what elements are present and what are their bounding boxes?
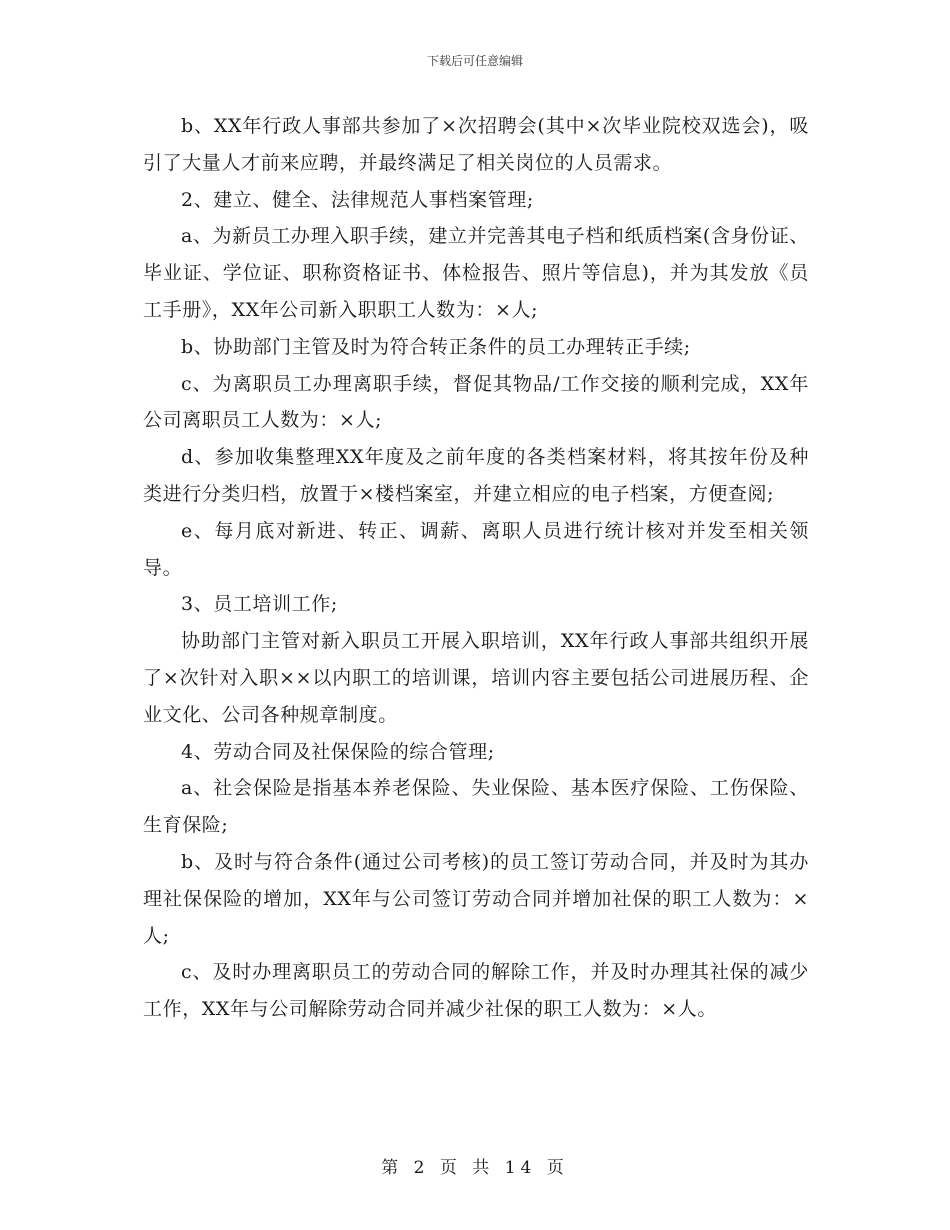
paragraph-monthly-statistics: e、每月底对新进、转正、调薪、离职人员进行统计核对并发至相关领导。: [143, 519, 809, 579]
paragraph-resignation-process: c、为离职员工办理离职手续，督促其物品/工作交接的顺利完成，XX年公司离职员工人数为：×人;: [143, 372, 809, 432]
paragraph-recruitment-fairs: b、XX年行政人事部共参加了×次招聘会(其中×次毕业院校双选会)，吸引了大量人才前来应聘，并最终满足了相关岗位的人员需求。: [143, 115, 809, 174]
paragraph-onboarding-training: 协助部门主管对新入职员工开展入职培训，XX年行政人事部共组织开展了×次针对入职××以内职工的培训课，培训内容主要包括公司进展历程、企业文化、公司各种规章制度。: [143, 630, 809, 726]
paragraph-contract-termination: c、及时办理离职员工的劳动合同的解除工作，并及时办理其社保的减少工作，XX年与公司解除劳动合同并减少社保的职工人数为：×人。: [143, 961, 809, 1021]
page-number-footer: 第 2 页 共 14 页: [381, 1158, 569, 1178]
paragraph-new-employee-onboarding: a、为新员工办理入职手续，建立并完善其电子档和纸质档案(含身份证、毕业证、学位证、职称资格证书、体检报告、照片等信息)，并为其发放《员工手册》，XX年公司新入职职工人数为：×人;: [143, 225, 809, 321]
page-header: 下载后可任意编辑: [426, 54, 523, 68]
paragraph-contract-signing: b、及时与符合条件(通过公司考核)的员工签订劳动合同，并及时为其办理社保保险的增加，XX年与公司签订劳动合同并增加社保的职工人数为：×人;: [143, 850, 809, 947]
paragraph-section-3-heading: 3、员工培训工作;: [181, 593, 338, 616]
document-body: [143, 108, 809, 1028]
paragraph-probation-conversion: b、协助部门主管及时为符合转正条件的员工办理转正手续;: [181, 335, 691, 358]
paragraph-archive-filing: d、参加收集整理XX年度及之前年度的各类档案材料，将其按年份及种类进行分类归档，放置于×楼档案室，并建立相应的电子档案，方便查阅;: [143, 446, 809, 505]
paragraph-section-2-heading: 2、建立、健全、法律规范人事档案管理;: [181, 188, 534, 211]
paragraph-section-4-heading: 4、劳动合同及社保保险的综合管理;: [181, 740, 495, 763]
paragraph-social-insurance-definition: a、社会保险是指基本养老保险、失业保险、基本医疗保险、工伤保险、生育保险;: [143, 777, 809, 837]
